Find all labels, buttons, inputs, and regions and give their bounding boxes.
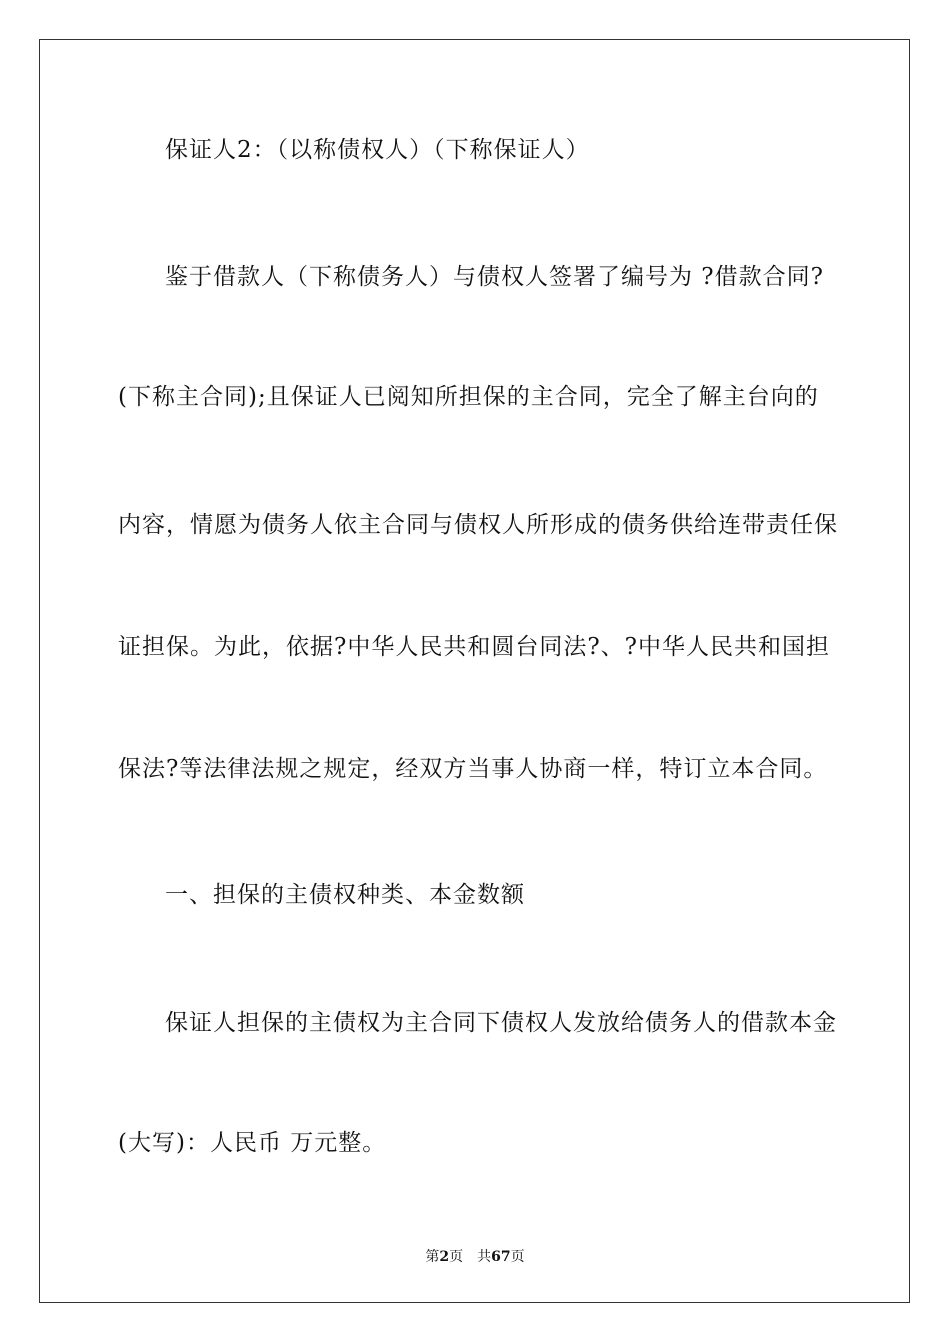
guarantor-line: 保证人2：（以称债权人）（下称保证人） xyxy=(165,137,590,163)
paragraph-line: 内容，情愿为债务人依主合同与债权人所形成的债务供给连带责任保 xyxy=(118,512,838,538)
paragraph-line: (下称主合同);且保证人已阅知所担保的主合同，完全了解主台向的 xyxy=(118,384,819,410)
page-border xyxy=(39,39,910,1303)
page-prefix: 第 xyxy=(425,1249,440,1265)
page-suffix: 页 xyxy=(449,1249,464,1265)
paragraph-line: 保法?等法律法规之规定，经双方当事人协商一样，特订立本合同。 xyxy=(118,756,828,782)
paragraph-line: 保证人担保的主债权为主合同下债权人发放给债务人的借款本金 xyxy=(165,1010,837,1036)
paragraph-line: 证担保。为此，依据?中华人民共和圆台同法?、?中华人民共和国担 xyxy=(118,634,830,660)
total-suffix: 页 xyxy=(510,1249,525,1265)
total-pages: 67 xyxy=(491,1249,511,1265)
paragraph-line: (大写)：人民币 万元整。 xyxy=(118,1130,387,1156)
paragraph-line: 鉴于借款人（下称债务人）与债权人签署了编号为 ?借款合同? xyxy=(165,264,824,290)
page-footer xyxy=(0,1247,950,1267)
total-prefix: 共 xyxy=(477,1249,492,1265)
page-number: 2 xyxy=(439,1249,450,1265)
section-heading: 一、担保的主债权种类、本金数额 xyxy=(165,882,525,908)
